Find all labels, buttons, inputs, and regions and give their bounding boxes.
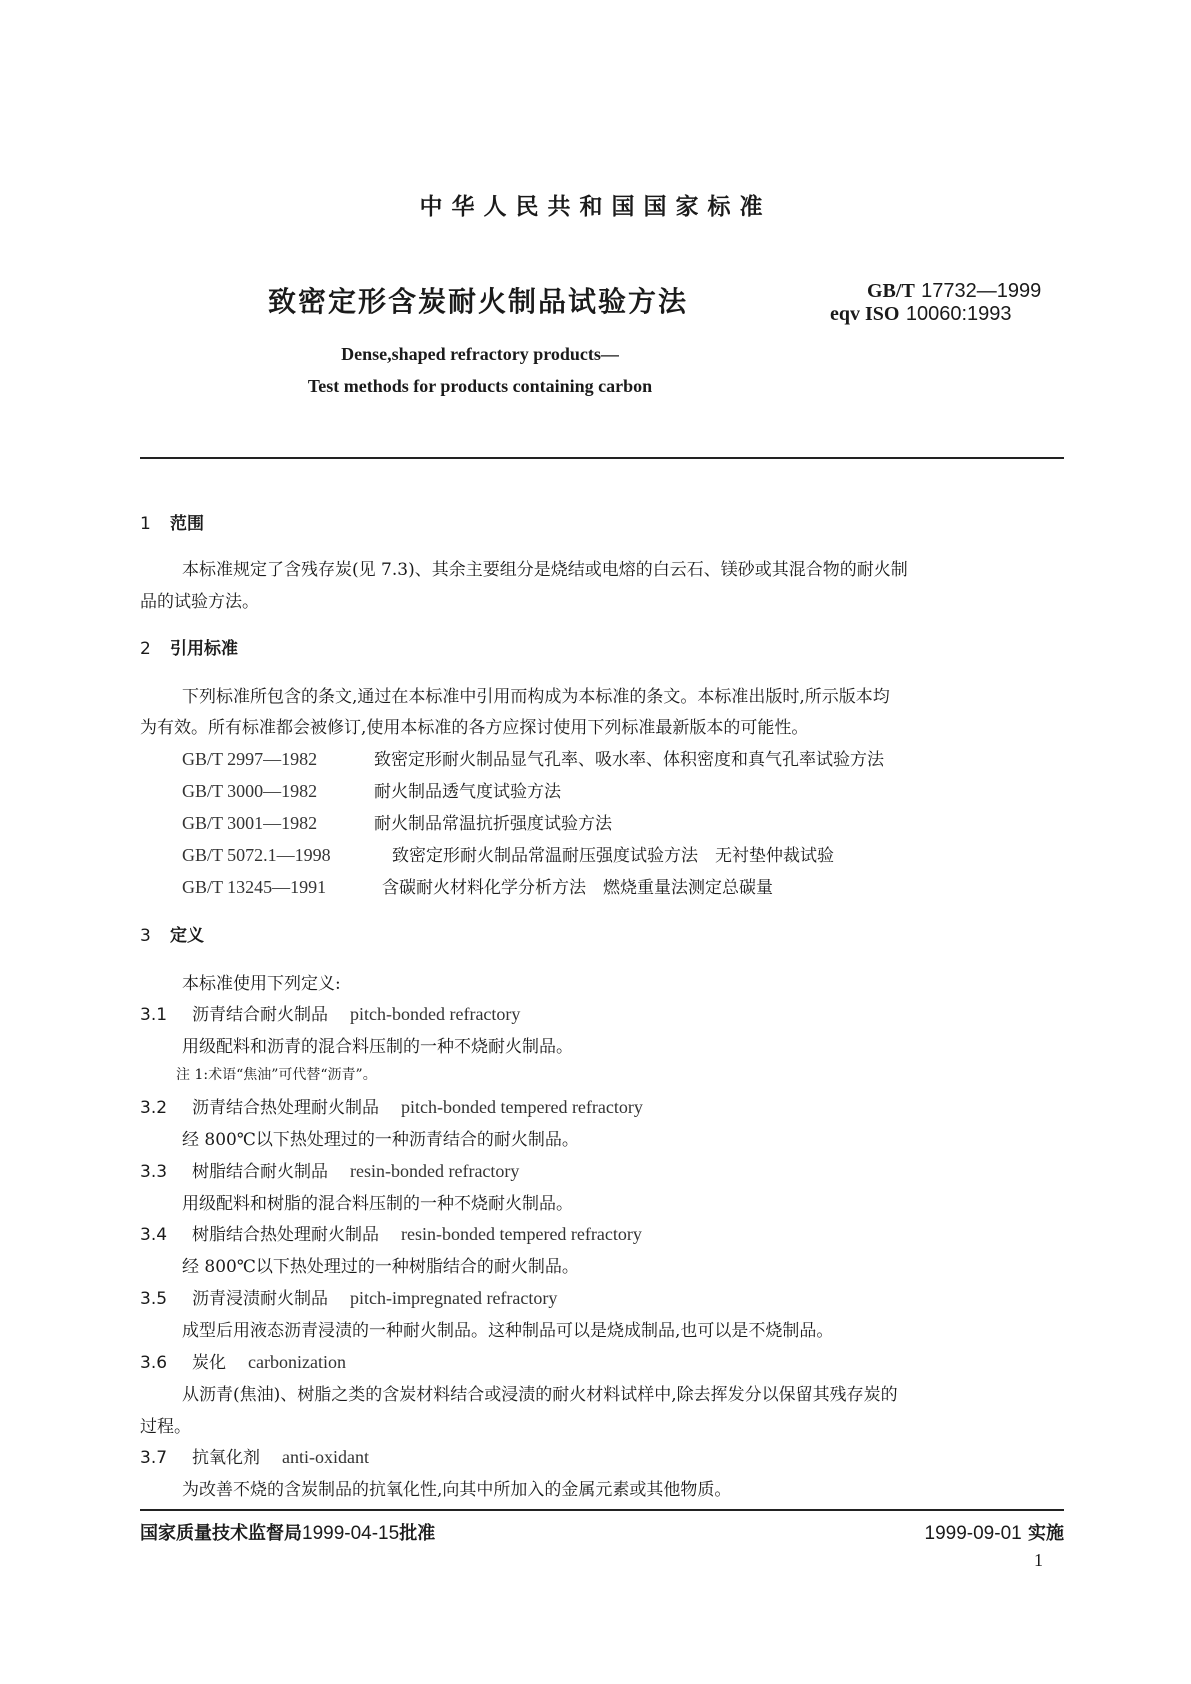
term-english: pitch-impregnated refractory (350, 1288, 558, 1308)
term-3-6 (140, 1348, 346, 1373)
term-english: resin-bonded tempered refractory (401, 1224, 642, 1244)
term-english: pitch-bonded refractory (350, 1004, 521, 1024)
term-number: 3.3 (140, 1162, 168, 1182)
term-3-3 (140, 1157, 519, 1182)
definitions-intro: 本标准使用下列定义: (182, 974, 341, 994)
term-definition: 经 800℃以下热处理过的一种沥青结合的耐火制品。 (182, 1130, 579, 1150)
reference-code: GB/T 5072.1—1998 (182, 845, 331, 865)
national-standard-title: 中华人民共和国国家标准 (419, 194, 772, 220)
section-number: 3 (140, 926, 151, 946)
term-chinese: 炭化 (192, 1353, 226, 1373)
reference-title: 致密定形耐火制品常温耐压强度试验方法 无衬垫仲裁试验 (392, 846, 834, 866)
term-definition-continued: 过程。 (140, 1417, 191, 1437)
section-3-heading (140, 921, 204, 946)
english-title-line-2: Test methods for products containing carbon (307, 376, 653, 396)
reference-title: 含碳耐火材料化学分析方法 燃烧重量法测定总碳量 (382, 878, 773, 898)
document-title: 致密定形含炭耐火制品试验方法 (268, 285, 689, 318)
term-english: carbonization (248, 1352, 346, 1372)
english-title-line-1: Dense,shaped refractory products— (341, 344, 619, 364)
term-english: anti-oxidant (282, 1447, 369, 1467)
term-chinese: 沥青结合热处理耐火制品 (192, 1098, 379, 1118)
reference-item (182, 745, 884, 770)
approval-suffix: 批准 (399, 1523, 436, 1544)
approval-date: 1999-04-15 (302, 1523, 400, 1544)
section-1-heading (140, 509, 204, 534)
scope-paragraph-line-1: 本标准规定了含残存炭(见 7.3)、其余主要组分是烧结或电熔的白云石、镁砂或其混合物的耐火制 (182, 560, 908, 580)
section-number: 1 (140, 514, 151, 534)
reference-code: GB/T 3001—1982 (182, 813, 318, 833)
term-chinese: 抗氧化剂 (192, 1448, 260, 1468)
standard-number (867, 278, 1041, 303)
section-2-heading (140, 634, 238, 659)
term-chinese: 树脂结合热处理耐火制品 (192, 1225, 379, 1245)
term-3-2 (140, 1093, 643, 1118)
equivalent-number-value: 10060:1993 (905, 303, 1012, 325)
implementation-line (900, 1519, 1064, 1545)
implementation-suffix: 实施 (1028, 1523, 1064, 1544)
term-number: 3.5 (140, 1289, 168, 1309)
equivalent-prefix: eqv ISO (830, 303, 900, 325)
term-definition: 从沥青(焦油)、树脂之类的含炭材料结合或浸渍的耐火材料试样中,除去挥发分以保留其残存炭的 (182, 1385, 898, 1405)
term-number: 3.1 (140, 1005, 168, 1025)
reference-item (182, 841, 834, 866)
reference-title: 耐火制品常温抗折强度试验方法 (374, 814, 612, 834)
term-definition: 用级配料和沥青的混合料压制的一种不烧耐火制品。 (182, 1037, 573, 1057)
reference-title: 耐火制品透气度试验方法 (374, 782, 561, 802)
section-title: 定义 (170, 926, 204, 946)
implementation-date: 1999-09-01 (924, 1523, 1022, 1544)
reference-code: GB/T 13245—1991 (182, 877, 327, 897)
page-number: 1 (1034, 1550, 1043, 1570)
reference-item (182, 777, 561, 802)
term-chinese: 沥青结合耐火制品 (192, 1005, 328, 1025)
footer-divider (140, 1509, 1064, 1511)
term-3-4 (140, 1220, 642, 1245)
term-number: 3.2 (140, 1098, 168, 1118)
header-divider (140, 457, 1064, 459)
term-definition: 成型后用液态沥青浸渍的一种耐火制品。这种制品可以是烧成制品,也可以是不烧制品。 (182, 1321, 834, 1341)
term-number: 3.6 (140, 1353, 168, 1373)
references-paragraph-line-2: 为有效。所有标准都会被修订,使用本标准的各方应探讨使用下列标准最新版本的可能性。 (140, 718, 809, 738)
term-note: 注 1:术语“焦油”可代替“沥青”。 (176, 1067, 377, 1083)
term-definition: 用级配料和树脂的混合料压制的一种不烧耐火制品。 (182, 1194, 573, 1214)
term-3-5 (140, 1284, 557, 1309)
term-definition: 为改善不烧的含炭制品的抗氧化性,向其中所加入的金属元素或其他物质。 (182, 1480, 732, 1500)
reference-code: GB/T 2997—1982 (182, 749, 318, 769)
term-definition: 经 800℃以下热处理过的一种树脂结合的耐火制品。 (182, 1257, 579, 1277)
term-3-7 (140, 1443, 369, 1468)
reference-item (182, 873, 773, 898)
section-number: 2 (140, 639, 151, 659)
term-english: pitch-bonded tempered refractory (401, 1097, 643, 1117)
term-english: resin-bonded refractory (350, 1161, 520, 1181)
term-chinese: 树脂结合耐火制品 (192, 1162, 328, 1182)
approval-line (140, 1519, 435, 1545)
reference-item (182, 809, 612, 834)
term-number: 3.4 (140, 1225, 168, 1245)
scope-paragraph-line-2: 品的试验方法。 (140, 592, 259, 612)
term-3-1 (140, 1000, 520, 1025)
standard-number-value: 17732—1999 (921, 280, 1042, 302)
equivalent-standard (830, 301, 1012, 326)
references-paragraph-line-1: 下列标准所包含的条文,通过在本标准中引用而构成为本标准的条文。本标准出版时,所示版本均 (182, 687, 890, 707)
reference-code: GB/T 3000—1982 (182, 781, 318, 801)
reference-title: 致密定形耐火制品显气孔率、吸水率、体积密度和真气孔率试验方法 (374, 750, 884, 770)
standard-prefix: GB/T (867, 280, 915, 302)
term-chinese: 沥青浸渍耐火制品 (192, 1289, 328, 1309)
approval-authority: 国家质量技术监督局 (140, 1523, 302, 1544)
term-number: 3.7 (140, 1448, 168, 1468)
section-title: 引用标准 (170, 639, 238, 659)
section-title: 范围 (170, 514, 204, 534)
